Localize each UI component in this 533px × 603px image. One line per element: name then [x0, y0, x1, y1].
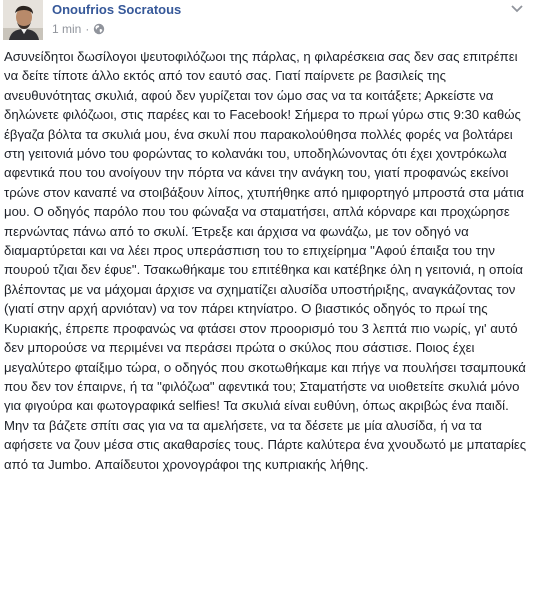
- chevron-down-icon[interactable]: [509, 2, 525, 16]
- author-name[interactable]: Onoufrios Socratous: [52, 2, 182, 17]
- profile-photo: [3, 0, 43, 40]
- post-header: [0, 0, 533, 46]
- avatar[interactable]: [3, 0, 43, 40]
- separator-dot: ·: [85, 22, 90, 36]
- post-body-text: Ασυνείδητοι δωσίλογοι ψευτοφιλόζωοι της πάρλας, η φιλαρέσκεια σας δεν σας επιτρέπει να δείτε τίποτε άλλο εκτός από τον εαυτό σας. Γιατί παίρνετε ρε βασιλείς της ανευθυνότητας σκυλιά, αφού δεν γυρίζεται τον ώμο σας να τα κοιτάξετε; Αρκείστε να δηλώνετε φιλόζωοι, στις παρέες και το Facebook! Σήμερα το πρωί γύρω στις 9:30 καθώς έβγαζα βόλτα τα σκυλιά μου, ένα σκυλί που παρακολούθησα πολλές φορές να βολτάρει στη γειτονιά μόνο του φορώντας το κολανάκι του, υποδηλώνοντας ότι έχει χοντρόκωλα αφεντικά που του ανοίγουν την πόρτα να κάνει την ανάγκη του, γιατί προφανώς εκείνοι τρώνε στον καναπέ να στοιβάξουν λίπος, χτυπήθηκε από ημιφορτηγό μπροστά στα μάτια μου. Ο οδηγός παρόλο που του φώναξα να σταματήσει, απλά κόρναρε και προχώρησε περνώντας πάνω από το σκυλί. Έτρεξε και άρχισα να φωνάζω, με τον οδηγό να διαμαρτύρεται και να λέει προς υπεράσπιση του το επιχείρημα "Αφού έπαιξα του την πουρού τζιαι δεν έφυε". Τσακωθήκαμε του επιτέθηκα και κατέβηκε όλη η γειτονιά, η οποία βλέποντας με να μάχομαι άρχισε να σχηματίζει αλυσίδα υποστήριξης, αναγκάζοντας τον (γιατί στην αρχή αρνιόταν) να τον πάρει κτηνίατρο. Ο βιαστικός οδηγός το πρωί της Κυριακής, έπρεπε προφανώς να φτάσει στον προορισμό του 3 λεπτά πιο νωρίς, γι' αυτό δεν μπορούσε να περιμένει να περάσει πρώτα ο σκύλος που σάστισε. Ποιος έχει μεγαλύτερο φταίξιμο τώρα, ο οδηγός που σκοτωθήκαμε και πήγε να πουλήσει τσαμπουκά που δεν τον έπαιρνε, ή τα "φιλόζωα" αφεντικά του; Σταματήστε να υιοθετείτε σκυλιά μόνο για φιγούρα και φωτογραφικά selfies! Τα σκυλιά είναι ευθύνη, όπως ακριβώς ένα παιδί. Μην τα βάζετε σπίτι σας για να τα αμελήσετε, να τα δέσετε με μία αλυσίδα, ή να τα αφήσετε να ζουν μέσα στις ακαθαρσίες τους. Πάρτε καλύτερα ένα χνουδωτό με μπαταρίες από τα Jumbo. Απαίδευτοι χρονογράφοι της κυπριακής λήθης.: [4, 49, 527, 472]
- post-meta: [52, 22, 105, 36]
- globe-icon[interactable]: [93, 23, 105, 38]
- timestamp[interactable]: 1 min: [52, 22, 82, 36]
